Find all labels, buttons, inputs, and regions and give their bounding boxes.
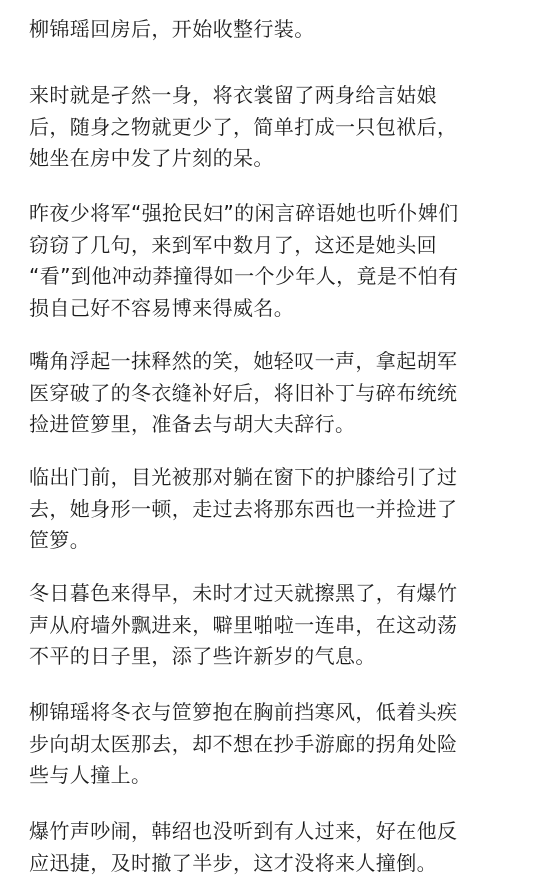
paragraph-6: 冬日暮色来得早，未时才过天就擦黑了，有爆竹 声从府墙外飘进来，噼里啪啦一连串，在这动荡 不平的日子里，添了些许新岁的气息。 [29,581,458,668]
paragraph-7: 柳锦瑶将冬衣与笸箩抱在胸前挡寒风，低着头疾 步向胡太医那去，却不想在抄手游廊的拐角处险 些与人撞上。 [29,700,458,787]
paragraph-5: 临出门前，目光被那对躺在窗下的护膝给引了过 去，她身形一顿，走过去将那东西也一并捡进了 笸箩。 [29,465,458,552]
paragraph-2: 来时就是孑然一身，将衣裳留了两身给言姑娘 后，随身之物就更少了，简单打成一只包袱后， 她坐在房中发了片刻的呆。 [29,83,458,170]
paragraph-4: 嘴角浮起一抹释然的笑，她轻叹一声，拿起胡军 医穿破了的冬衣缝补好后，将旧补丁与碎布统统 捡进笸箩里，准备去与胡大夫辞行。 [29,349,458,436]
paragraph-1: 柳锦瑶回房后，开始收整行装。 [29,17,315,41]
paragraph-8: 爆竹声吵闹，韩绍也没听到有人过来，好在他反 应迅捷，及时撤了半步，这才没将来人撞倒。 [29,819,458,875]
paragraph-3: 昨夜少将军“强抢民妇”的闲言碎语她也听仆婢们 窃窃了几句，来到军中数月了，这还是她头回 “看”到他冲动莽撞得如一个少年人，竟是不怕有 损自己好不容易博来得威名。 [29,201,459,320]
